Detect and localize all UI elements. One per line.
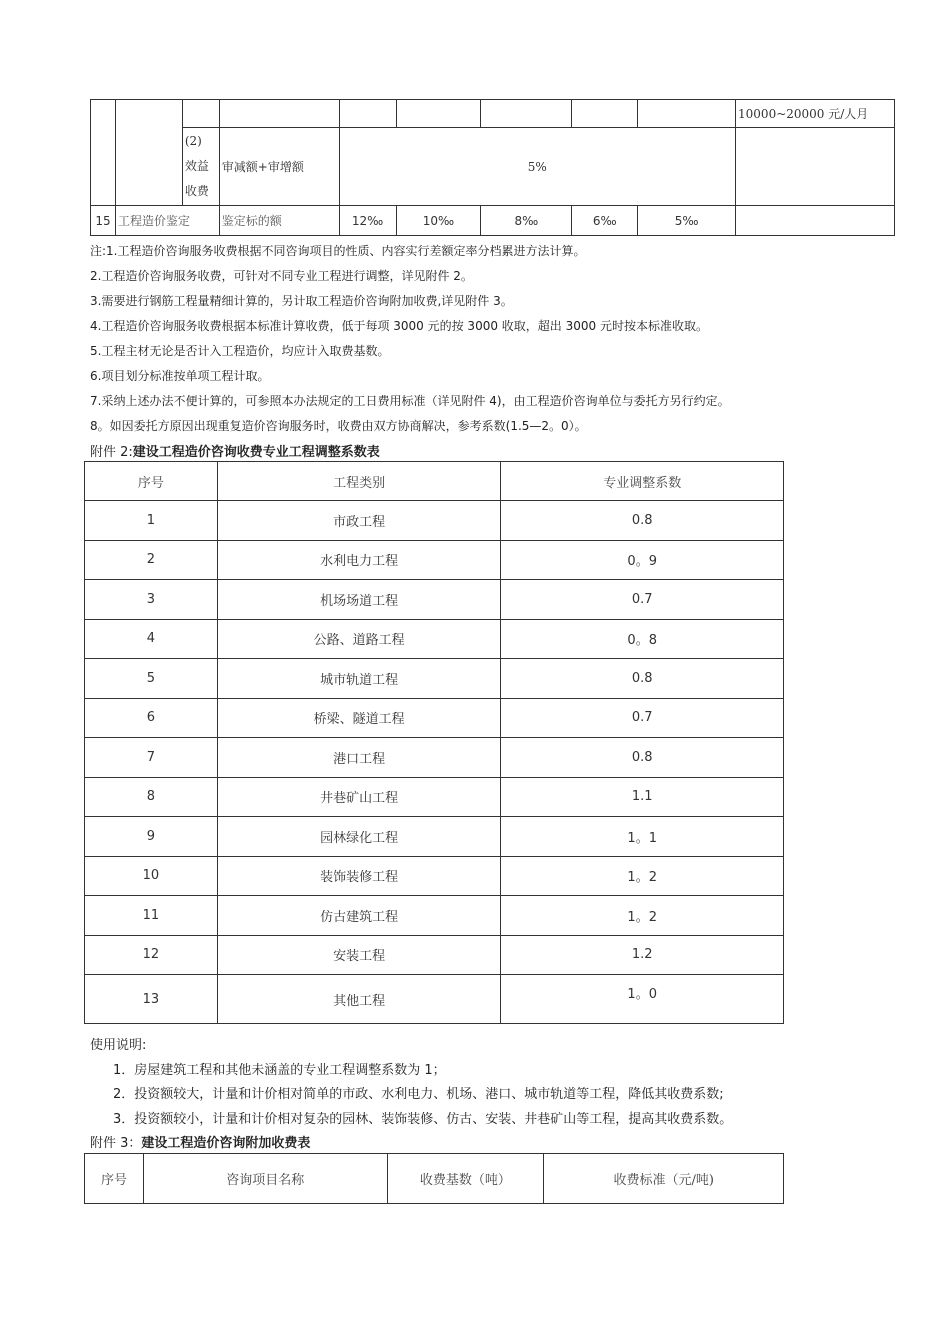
table-row	[85, 501, 784, 541]
table-row	[85, 975, 784, 1024]
category-name: 市政工程	[217, 501, 501, 541]
cell-blank	[638, 100, 736, 128]
usage-item-3: 3．投资额较小，计量和计价相对复杂的园林、装饰装修、仿古、安装、井巷矿山等工程，提高其收费系数。	[113, 1112, 733, 1127]
appendix3-heading: 附件 3：建设工程造价咨询附加收费表	[90, 1136, 311, 1151]
category-name: 井巷矿山工程	[217, 777, 501, 817]
table-row	[85, 738, 784, 778]
appendix2-heading: 附件 2:建设工程造价咨询收费专业工程调整系数表	[90, 445, 380, 460]
header-fee-standard: 收费标准（元/吨)	[544, 1154, 784, 1204]
category-name: 仿古建筑工程	[217, 896, 501, 936]
row-number: 2	[85, 540, 218, 580]
cell-blank	[736, 128, 895, 206]
row-number: 5	[85, 659, 218, 699]
coefficient-table	[84, 461, 784, 1024]
basis-text: 审减额+审增额	[219, 128, 339, 206]
cell-blank	[182, 100, 219, 128]
row-number: 4	[85, 619, 218, 659]
row-number: 9	[85, 817, 218, 857]
rate-cell: 6‰	[572, 206, 638, 236]
row-number: 3	[85, 580, 218, 620]
cell-blank	[481, 100, 572, 128]
coefficient-value: 0.8	[501, 501, 784, 541]
row-number: 11	[85, 896, 218, 936]
coefficient-value: 1.1	[501, 777, 784, 817]
row-number: 12	[85, 935, 218, 975]
cell-blank	[115, 100, 182, 206]
table-row	[85, 659, 784, 699]
note-8: 8。如因委托方原因出现重复造价咨询服务时，收费由双方协商解决，参考系数(1.5—2。0）。	[90, 419, 587, 433]
sub-label: (2) 效益 收费	[182, 128, 219, 206]
note-2: 2.工程造价咨询服务收费，可针对不同专业工程进行调整，详见附件 2。	[90, 269, 473, 283]
table-row	[85, 540, 784, 580]
table-row	[85, 619, 784, 659]
item-name: 工程造价鉴定	[115, 206, 219, 236]
cell-blank	[736, 206, 895, 236]
category-name: 水利电力工程	[217, 540, 501, 580]
note-6: 6.项目划分标准按单项工程计取。	[90, 369, 270, 383]
coefficient-value: 0.7	[501, 580, 784, 620]
note-3: 3.需要进行钢筋工程量精细计算的，另计取工程造价咨询附加收费,详见附件 3。	[90, 294, 513, 308]
header-category: 工程类别	[217, 462, 501, 501]
header-no: 序号	[85, 462, 218, 501]
usage-item-1: 1．房屋建筑工程和其他未涵盖的专业工程调整系数为 1；	[113, 1063, 446, 1078]
row-number: 1	[85, 501, 218, 541]
category-name: 城市轨道工程	[217, 659, 501, 699]
note-4: 4.工程造价咨询服务收费根据本标准计算收费，低于每项 3000 元的按 3000 收取，超出 3000 元时按本标准收取。	[90, 319, 708, 333]
header-item-name: 咨询项目名称	[143, 1154, 387, 1204]
usage-item-2: 2．投资额较大，计量和计价相对简单的市政、水利电力、机场、港口、城市轨道等工程，降低其收费系数;	[113, 1087, 724, 1102]
table-row	[85, 698, 784, 738]
row-number: 8	[85, 777, 218, 817]
basis-text: 鉴定标的额	[219, 206, 339, 236]
row-number: 7	[85, 738, 218, 778]
table-row	[85, 935, 784, 975]
coefficient-value: 1.2	[501, 935, 784, 975]
category-name: 港口工程	[217, 738, 501, 778]
coefficient-value: 1。2	[501, 856, 784, 896]
header-no: 序号	[85, 1154, 144, 1204]
note-5: 5.工程主材无论是否计入工程造价，均应计入取费基数。	[90, 344, 390, 358]
category-name: 机场场道工程	[217, 580, 501, 620]
coefficient-value: 0.7	[501, 698, 784, 738]
table-row	[85, 817, 784, 857]
table-row	[85, 580, 784, 620]
header-fee-base: 收费基数（吨）	[387, 1154, 544, 1204]
row-number: 10	[85, 856, 218, 896]
category-name: 其他工程	[217, 975, 501, 1024]
cell-blank	[339, 100, 396, 128]
coefficient-value: 0。9	[501, 540, 784, 580]
cell-blank	[396, 100, 481, 128]
coefficient-value: 0.8	[501, 659, 784, 699]
row-number: 15	[91, 206, 116, 236]
category-name: 公路、道路工程	[217, 619, 501, 659]
coefficient-value: 1。0	[501, 975, 784, 1024]
note-1: 注:1.工程造价咨询服务收费根据不同咨询项目的性质、内容实行差额定率分档累进方法计算。	[90, 244, 586, 258]
table-row	[85, 777, 784, 817]
fee-table	[90, 99, 895, 236]
row-number: 13	[85, 975, 218, 1024]
coefficient-value: 1。2	[501, 896, 784, 936]
rate-cell: 5‰	[638, 206, 736, 236]
rate-cell: 8‰	[481, 206, 572, 236]
cell-blank	[572, 100, 638, 128]
row-number: 6	[85, 698, 218, 738]
table-row	[85, 896, 784, 936]
table-row	[85, 856, 784, 896]
extra-fee-table	[84, 1153, 784, 1204]
cell-blank	[91, 100, 116, 206]
rate-cell: 12‰	[339, 206, 396, 236]
category-name: 安装工程	[217, 935, 501, 975]
range-text: 10000~20000 元/人月	[736, 100, 895, 128]
category-name: 桥梁、隧道工程	[217, 698, 501, 738]
cell-blank	[219, 100, 339, 128]
coefficient-value: 0.8	[501, 738, 784, 778]
usage-title: 使用说明:	[90, 1038, 147, 1053]
note-7: 7.采纳上述办法不便计算的，可参照本办法规定的工日费用标准（详见附件 4)，由工程造价咨询单位与委托方另行约定。	[90, 394, 730, 408]
coefficient-value: 0。8	[501, 619, 784, 659]
rate-cell: 10‰	[396, 206, 481, 236]
category-name: 装饰装修工程	[217, 856, 501, 896]
rate-text: 5%	[339, 128, 735, 206]
coefficient-value: 1。1	[501, 817, 784, 857]
header-coefficient: 专业调整系数	[501, 462, 784, 501]
category-name: 园林绿化工程	[217, 817, 501, 857]
